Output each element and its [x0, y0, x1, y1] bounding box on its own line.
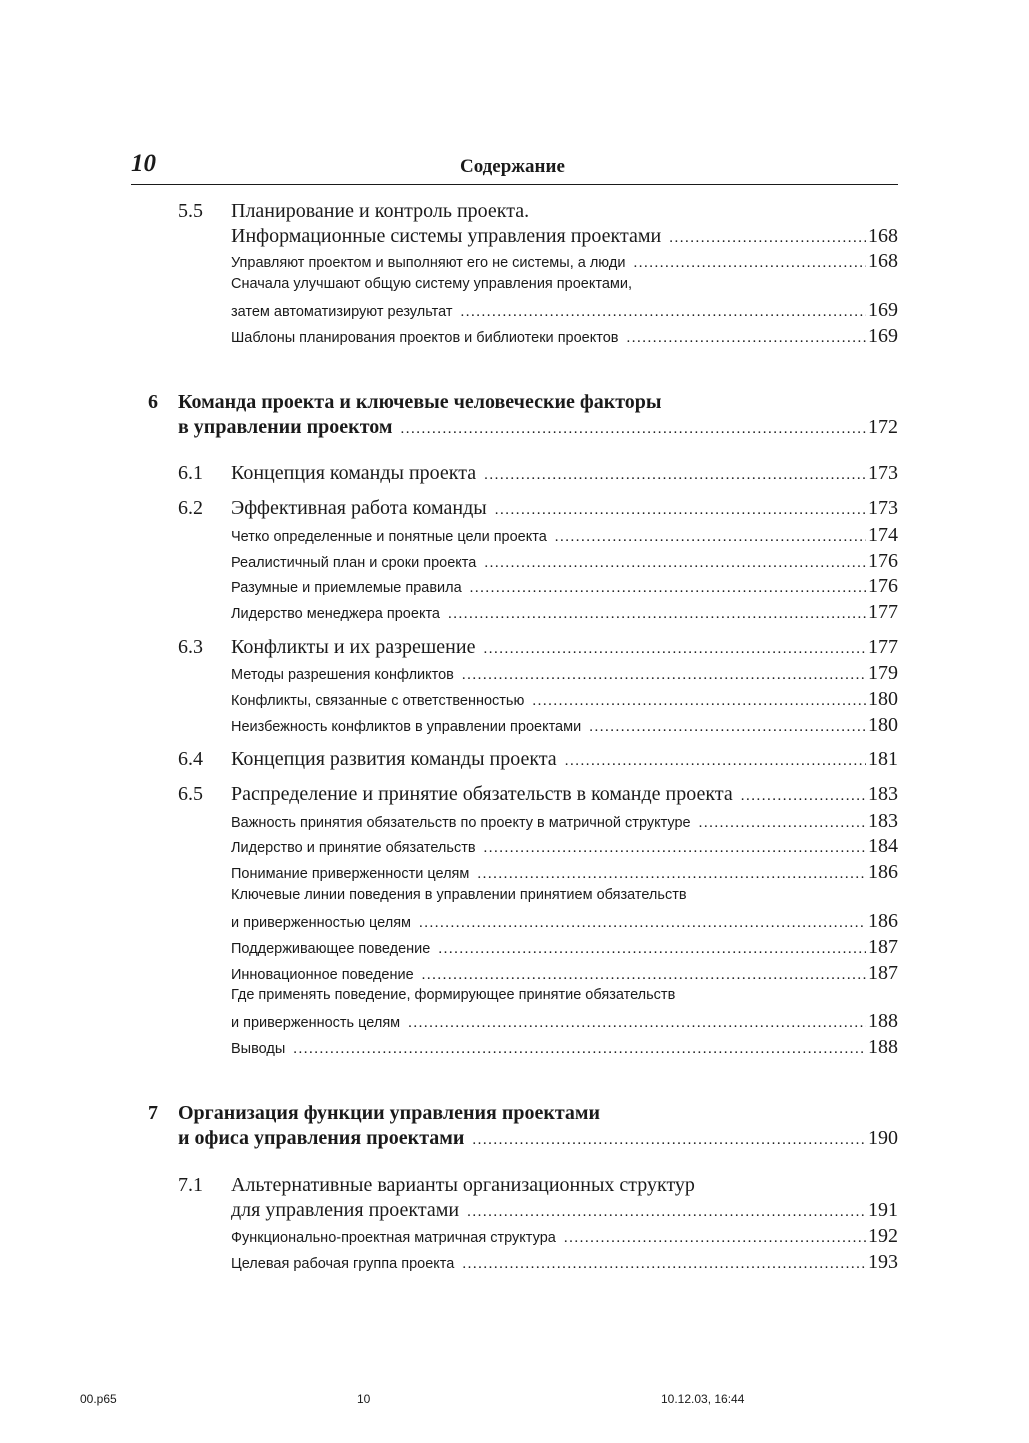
section-number: 7.1	[178, 1174, 203, 1196]
entry-title: Важность принятия обязательств по проекту в матричной структуре	[231, 815, 691, 831]
chapter-number: 7	[148, 1102, 158, 1124]
page-ref: 180	[868, 714, 898, 736]
dot-leader	[484, 467, 866, 484]
entry-title-line2: для управления проектами	[231, 1199, 460, 1221]
section-number: 6.1	[178, 462, 203, 484]
entry-title-line2: и приверженность целям	[231, 1015, 401, 1031]
dot-leader	[477, 866, 866, 883]
page-ref: 188	[868, 1036, 898, 1058]
entry-title-line2: затем автоматизируют результат	[231, 304, 453, 320]
page-ref: 186	[868, 910, 898, 932]
dot-leader	[484, 840, 866, 857]
page-ref: 180	[868, 688, 898, 710]
page-ref: 169	[868, 299, 898, 321]
chapter-number: 6	[148, 391, 158, 413]
page-ref: 181	[868, 748, 898, 770]
page-ref: 169	[868, 325, 898, 347]
page-ref: 191	[868, 1199, 898, 1221]
entry-title: Понимание приверженности целям	[231, 866, 470, 882]
dot-leader	[484, 555, 866, 572]
entry-title: Функционально-проектная матричная структура	[231, 1230, 556, 1246]
entry-title-line1: Планирование и контроль проекта.	[231, 200, 530, 222]
page-ref: 168	[868, 250, 898, 272]
dot-leader	[564, 1230, 866, 1247]
entry-title: Концепция команды проекта	[231, 462, 477, 484]
entry-title: Целевая рабочая группа проекта	[231, 1256, 455, 1272]
page-ref: 173	[868, 462, 898, 484]
dot-leader	[438, 941, 866, 958]
dot-leader	[495, 502, 866, 519]
entry-title: Инновационное поведение	[231, 967, 414, 983]
running-head-title: Содержание	[460, 156, 565, 177]
dot-leader	[483, 641, 866, 658]
chapter-title-line1: Команда проекта и ключевые человеческие факторы	[178, 391, 662, 413]
entry-title: Неизбежность конфликтов в управлении проектами	[231, 719, 582, 735]
page-ref: 183	[868, 810, 898, 832]
entry-title: Управляют проектом и выполняют его не системы, а люди	[231, 255, 626, 271]
entry-title: Распределение и принятие обязательств в команде проекта	[231, 783, 733, 805]
section-number: 6.5	[178, 783, 203, 805]
entry-title-line2: и приверженностью целям	[231, 915, 412, 931]
footer-datetime: 10.12.03, 16:44	[661, 1392, 745, 1406]
dot-leader	[627, 330, 867, 347]
entry-title: Методы разрешения конфликтов	[231, 667, 454, 683]
dot-leader	[741, 788, 866, 805]
dot-leader	[472, 1132, 866, 1149]
page-ref: 168	[868, 225, 898, 247]
dot-leader	[565, 753, 866, 770]
entry-title: Конфликты, связанные с ответственностью	[231, 693, 525, 709]
dot-leader	[448, 606, 866, 623]
entry-title-line1: Альтернативные варианты организационных структур	[231, 1174, 695, 1196]
entry-title-line1: Ключевые линии поведения в управлении принятием обязательств	[231, 887, 687, 903]
entry-title: Лидерство менеджера проекта	[231, 606, 440, 622]
dot-leader	[408, 1015, 866, 1032]
dot-leader	[460, 304, 866, 321]
entry-title-line2: Информационные системы управления проектами	[231, 225, 662, 247]
dot-leader	[293, 1041, 866, 1058]
dot-leader	[422, 967, 866, 984]
page-ref: 188	[868, 1010, 898, 1032]
page-ref: 184	[868, 835, 898, 857]
page-number: 10	[131, 150, 156, 177]
dot-leader	[470, 580, 866, 597]
dot-leader	[467, 1204, 866, 1221]
entry-title: Лидерство и принятие обязательств	[231, 840, 476, 856]
page-ref: 190	[868, 1127, 898, 1149]
section-number: 6.3	[178, 636, 203, 658]
entry-title: Конфликты и их разрешение	[231, 636, 476, 658]
entry-title: Поддерживающее поведение	[231, 941, 431, 957]
page-ref: 176	[868, 575, 898, 597]
dot-leader	[462, 1256, 866, 1273]
dot-leader	[419, 915, 866, 932]
chapter-title-line2: и офиса управления проектами	[178, 1127, 465, 1149]
page-ref: 187	[868, 936, 898, 958]
entry-title: Разумные и приемлемые правила	[231, 580, 462, 596]
dot-leader	[633, 255, 866, 272]
header-rule	[131, 184, 898, 185]
page-ref: 186	[868, 861, 898, 883]
page-ref: 172	[868, 416, 898, 438]
entry-title-line1: Сначала улучшают общую систему управления проектами,	[231, 276, 632, 292]
section-number: 5.5	[178, 200, 203, 222]
entry-title-line1: Где применять поведение, формирующее принятие обязательств	[231, 987, 676, 1003]
dot-leader	[589, 719, 866, 736]
dot-leader	[462, 667, 866, 684]
dot-leader	[401, 421, 866, 438]
footer-page: 10	[357, 1392, 371, 1406]
page-ref: 183	[868, 783, 898, 805]
entry-title: Реалистичный план и сроки проекта	[231, 555, 477, 571]
dot-leader	[555, 529, 866, 546]
entry-title: Шаблоны планирования проектов и библиотеки проектов	[231, 330, 619, 346]
entry-title: Эффективная работа команды	[231, 497, 487, 519]
page-ref: 177	[868, 636, 898, 658]
chapter-title-line1: Организация функции управления проектами	[178, 1102, 601, 1124]
section-number: 6.2	[178, 497, 203, 519]
page-ref: 177	[868, 601, 898, 623]
entry-title: Концепция развития команды проекта	[231, 748, 557, 770]
dot-leader	[699, 815, 866, 832]
entry-title: Четко определенные и понятные цели проекта	[231, 529, 547, 545]
page-ref: 187	[868, 962, 898, 984]
entry-title: Выводы	[231, 1041, 286, 1057]
dot-leader	[669, 230, 866, 247]
footer-file: 00.p65	[80, 1392, 117, 1406]
page-ref: 174	[868, 524, 898, 546]
chapter-title-line2: в управлении проектом	[178, 416, 393, 438]
page-ref: 192	[868, 1225, 898, 1247]
page-ref: 179	[868, 662, 898, 684]
page-ref: 176	[868, 550, 898, 572]
section-number: 6.4	[178, 748, 203, 770]
page-ref: 173	[868, 497, 898, 519]
dot-leader	[532, 693, 866, 710]
page-ref: 193	[868, 1251, 898, 1273]
